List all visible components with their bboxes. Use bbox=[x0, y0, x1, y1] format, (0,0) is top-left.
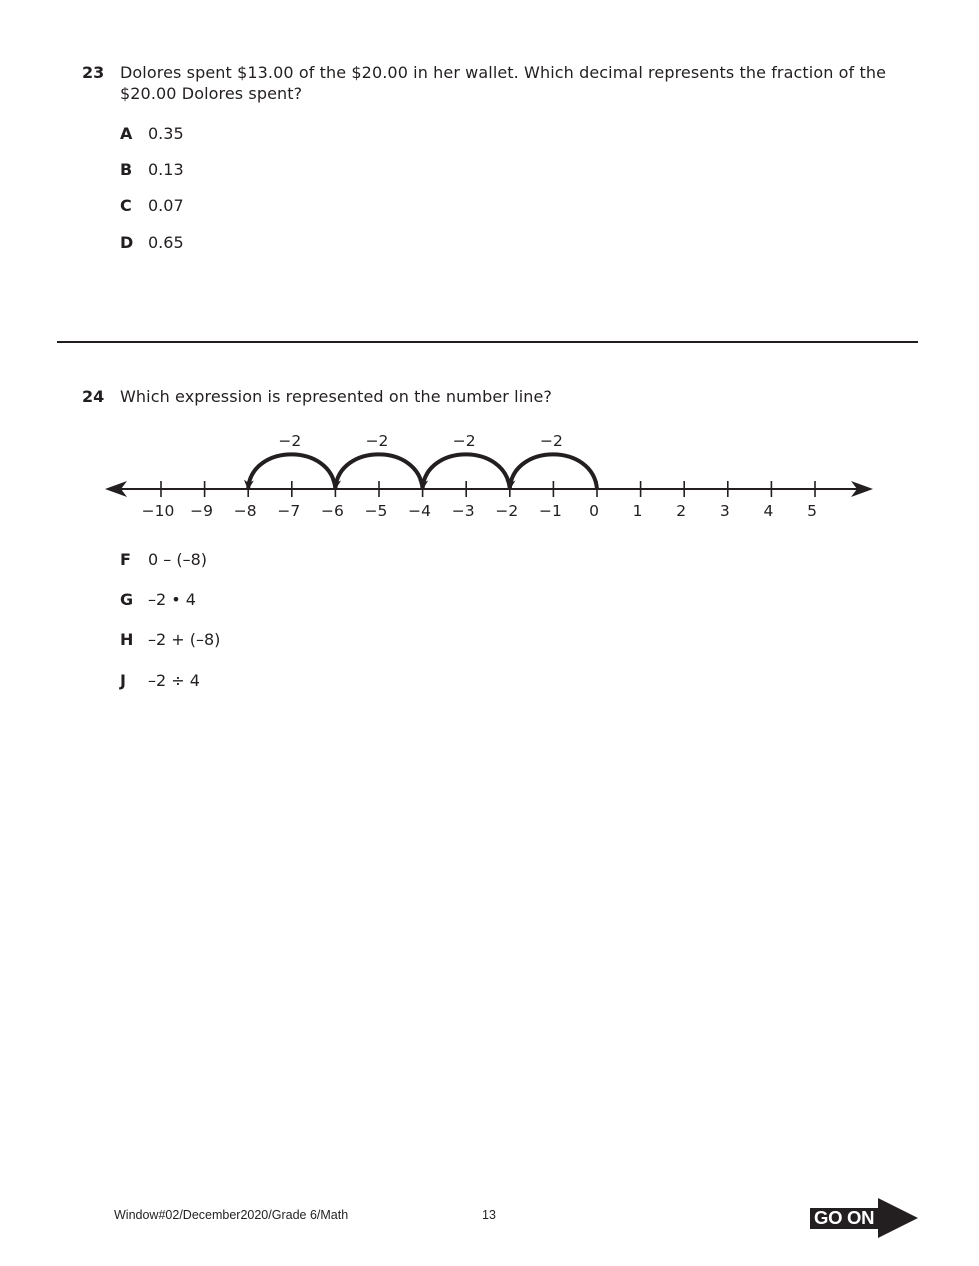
option-letter: F bbox=[120, 550, 131, 569]
tick-label: 1 bbox=[632, 502, 643, 520]
tick-label: −5 bbox=[364, 502, 388, 520]
go-on-label: GO ON bbox=[814, 1207, 875, 1228]
go-on-indicator bbox=[808, 1197, 920, 1239]
tick-label: 4 bbox=[763, 502, 774, 520]
answer-option-b[interactable] bbox=[120, 160, 184, 179]
jump-label: −2 bbox=[365, 432, 389, 450]
option-text: –2 • 4 bbox=[148, 590, 196, 609]
answer-option-a[interactable] bbox=[120, 124, 184, 143]
answer-option-j[interactable] bbox=[120, 671, 200, 690]
question-24-text: Which expression is represented on the number line? bbox=[120, 387, 553, 406]
option-letter: D bbox=[120, 233, 134, 252]
question-23-number: 23 bbox=[82, 63, 105, 82]
option-text: 0.13 bbox=[148, 160, 184, 179]
option-text: –2 + (–8) bbox=[148, 630, 221, 649]
option-text: –2 ÷ 4 bbox=[148, 671, 200, 690]
question-24-number: 24 bbox=[82, 387, 105, 406]
option-text: 0.65 bbox=[148, 233, 184, 252]
footer-form-id: Window#02/December2020/Grade 6/Math bbox=[114, 1208, 349, 1222]
option-text: 0 – (–8) bbox=[148, 550, 208, 569]
answer-option-d[interactable] bbox=[120, 233, 184, 252]
answer-option-f[interactable] bbox=[120, 550, 207, 569]
tick-label: −7 bbox=[277, 502, 301, 520]
tick-label: 2 bbox=[676, 502, 687, 520]
number-line-svg bbox=[95, 425, 885, 525]
tick-label: −9 bbox=[190, 502, 214, 520]
option-letter: B bbox=[120, 160, 133, 179]
option-letter: J bbox=[120, 671, 126, 690]
jump-label: −2 bbox=[452, 432, 476, 450]
option-letter: G bbox=[120, 590, 134, 609]
tick-label: 0 bbox=[589, 502, 599, 520]
number-line-figure bbox=[95, 425, 885, 525]
tick-label: −3 bbox=[451, 502, 475, 520]
tick-label: −10 bbox=[141, 502, 175, 520]
section-divider bbox=[57, 341, 918, 343]
tick-label: −8 bbox=[233, 502, 257, 520]
tick-label: −6 bbox=[320, 502, 344, 520]
answer-option-c[interactable] bbox=[120, 196, 184, 215]
option-letter: C bbox=[120, 196, 132, 215]
jump-label: −2 bbox=[539, 432, 563, 450]
answer-option-g[interactable] bbox=[120, 590, 196, 609]
tick-label: −2 bbox=[495, 502, 519, 520]
tick-label: −1 bbox=[538, 502, 562, 520]
option-letter: H bbox=[120, 630, 134, 649]
page-number: 13 bbox=[482, 1208, 496, 1222]
tick-label: 3 bbox=[719, 502, 730, 520]
option-letter: A bbox=[120, 124, 133, 143]
option-text: 0.07 bbox=[148, 196, 184, 215]
question-23-text: Dolores spent $13.00 of the $20.00 in her wallet. Which decimal represents the fraction of the $20.00 Dolores spent? bbox=[120, 63, 887, 103]
tick-label: 5 bbox=[807, 502, 817, 520]
jump-label: −2 bbox=[278, 432, 302, 450]
option-text: 0.35 bbox=[148, 124, 184, 143]
tick-label: −4 bbox=[408, 502, 432, 520]
answer-option-h[interactable] bbox=[120, 630, 220, 649]
